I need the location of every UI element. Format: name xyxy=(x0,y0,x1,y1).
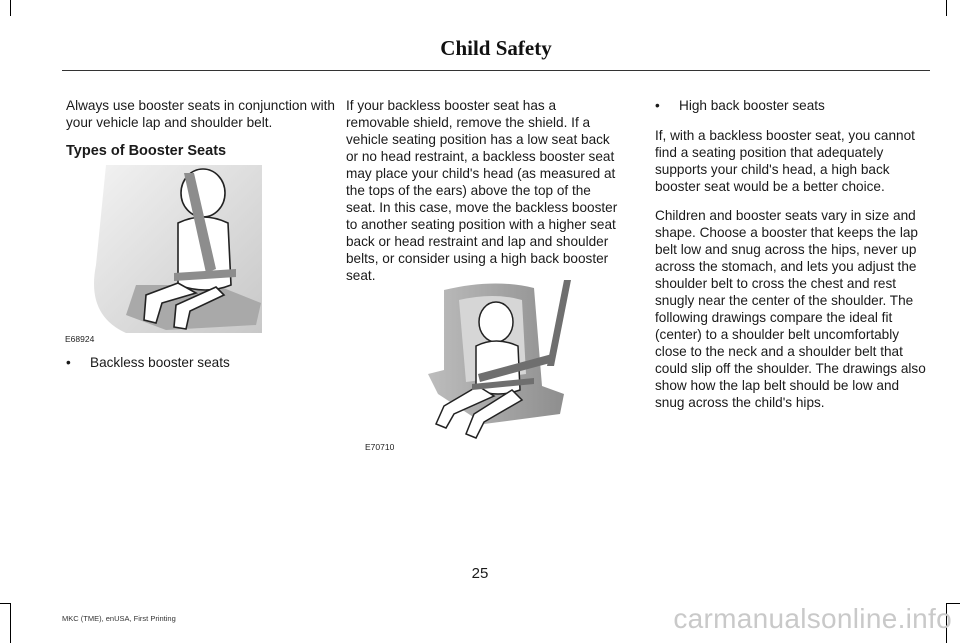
fit-paragraph: Children and booster seats vary in size and shape. Choose a booster that keeps the lap belt low and snug across the hips, never up across the stomach, and lets you adjust the shoulder belt to cross the chest and rest snugly near the center of the shoulder. The following drawings compare the ideal fit (center) to a shoulder belt uncomfortably close to the neck and a shoulder belt that could slip off the shoulder. The drawings also show how the lap belt should be low and snug across the child's hips. xyxy=(655,208,926,410)
high-back-booster-drawing xyxy=(414,274,590,446)
column-left xyxy=(66,97,341,174)
paragraph-line: back or head restraint and lap and shoulder xyxy=(346,234,609,249)
bullet-backless xyxy=(66,354,341,381)
paragraph-line: belts, or consider using a high back booster xyxy=(346,251,609,266)
watermark: carmanualsonline.info xyxy=(673,603,952,634)
paragraph-line: removable shield, remove the shield. If a xyxy=(346,115,591,130)
paragraph-line: vehicle seating position has a low seat back xyxy=(346,132,610,147)
paragraph-line: or no head restraint, a backless booster seat xyxy=(346,149,615,164)
crop-mark-top-left xyxy=(10,0,11,16)
paragraph-line: seat. In this case, move the backless booster xyxy=(346,200,618,215)
bullet-mark: • xyxy=(655,98,660,113)
column-right xyxy=(655,97,930,423)
high-back-paragraph: If, with a backless booster seat, you cannot find a seating position that adequately supports your child's head, a high back booster seat would be a better choice. xyxy=(655,128,915,194)
page-number: 25 xyxy=(471,565,489,582)
paragraph-line: the tops of the ears) above the top of the xyxy=(346,183,591,198)
paragraph-line: If your backless booster seat has a xyxy=(346,98,557,113)
figure-code: E70710 xyxy=(365,442,395,452)
high-back-booster-illustration xyxy=(365,274,590,452)
header-divider xyxy=(62,70,930,71)
child-head xyxy=(479,302,513,342)
backless-paragraph xyxy=(346,97,638,284)
crop-mark-bottom-left-v xyxy=(10,603,11,643)
column-middle xyxy=(346,97,638,284)
page-title: Child Safety xyxy=(440,36,552,60)
shoulder-belt-upper xyxy=(547,280,571,366)
print-footer: MKC (TME), enUSA, First Printing xyxy=(62,614,176,623)
section-heading: Types of Booster Seats xyxy=(66,143,227,159)
crop-mark-bottom-left-h xyxy=(0,603,10,604)
intro-paragraph: Always use booster seats in conjunction with your vehicle lap and shoulder belt. xyxy=(66,98,335,130)
paragraph-line: to another seating position with a higher seat xyxy=(346,217,616,232)
crop-mark-top-right xyxy=(946,0,947,16)
backless-booster-illustration xyxy=(65,165,264,344)
bullet-mark: • xyxy=(66,355,71,370)
paragraph-line: may place your child's head (as measured at xyxy=(346,166,616,181)
paragraph-line: seat. xyxy=(346,268,376,283)
bullet-text: High back booster seats xyxy=(679,98,825,113)
bullet-text: Backless booster seats xyxy=(90,355,230,370)
backless-booster-drawing xyxy=(66,165,264,340)
figure-code: E68924 xyxy=(65,334,95,344)
